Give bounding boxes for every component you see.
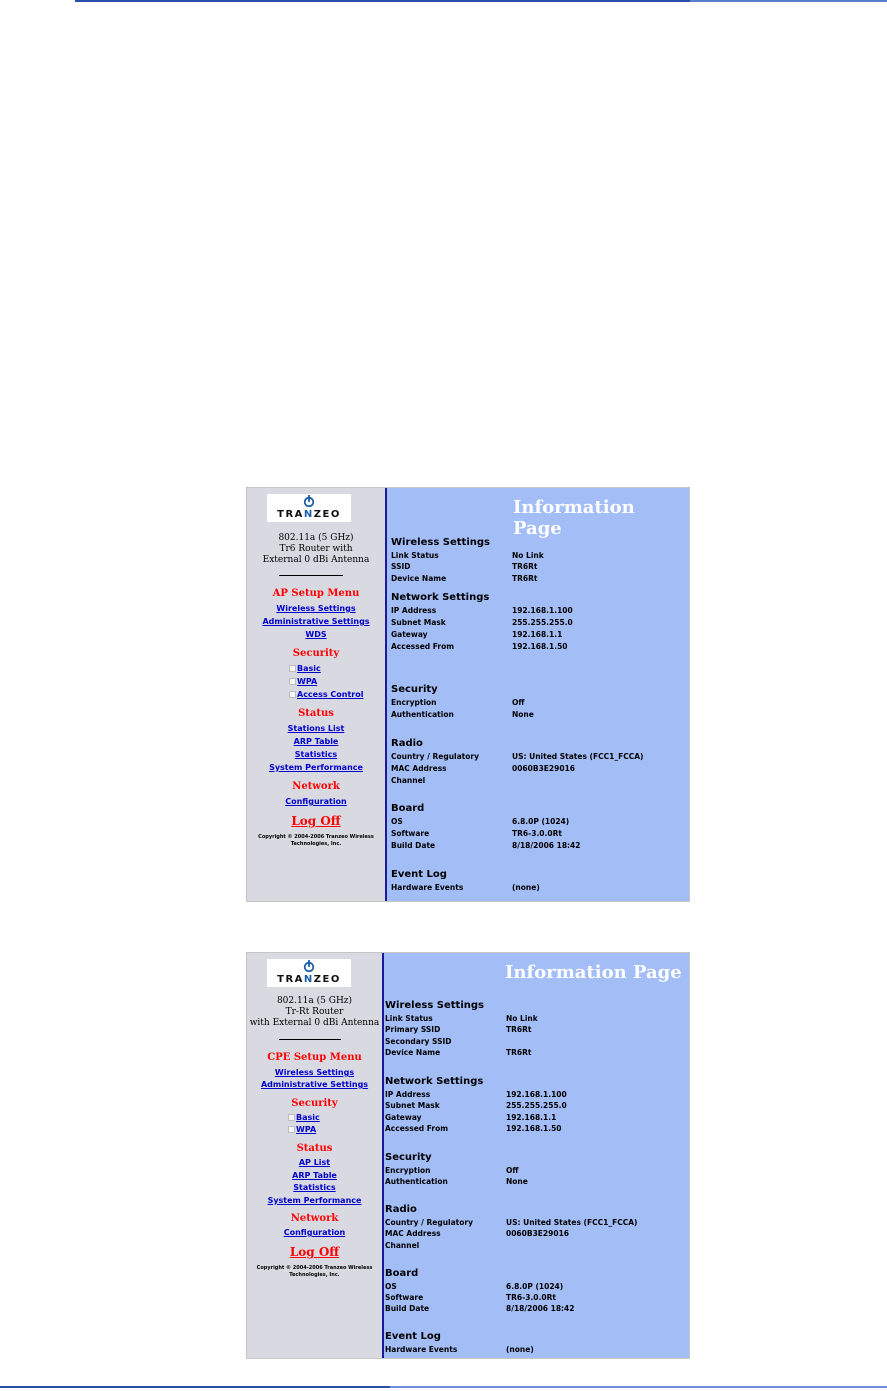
menu-link-basic[interactable]: Basic	[289, 664, 321, 673]
bullet-icon	[289, 691, 296, 698]
logoff-link[interactable]: Log Off	[289, 1245, 340, 1259]
tranzeo-logo	[267, 959, 351, 987]
menu-heading-security: Security	[291, 1098, 338, 1109]
menu-link-administrative-settings[interactable]: Administrative Settings	[260, 1080, 369, 1089]
section-title-security: Security	[391, 684, 438, 695]
menu-heading-setup: AP Setup Menu	[272, 588, 360, 599]
menu-link-statistics[interactable]: Statistics	[293, 1183, 336, 1192]
menu-link-administrative-settings[interactable]: Administrative Settings	[262, 617, 370, 626]
menu-link-wpa[interactable]: WPA	[288, 1125, 316, 1134]
tranzeo-logo	[267, 494, 351, 522]
logo-text: TRANZEO	[277, 974, 341, 985]
section-title-network: Network Settings	[385, 1076, 484, 1087]
menu-link-access-control[interactable]: Access Control	[289, 690, 363, 699]
menu-link-basic[interactable]: Basic	[288, 1113, 320, 1122]
router-info-screenshot-ap	[246, 487, 690, 902]
menu-link-arp-table[interactable]: ARP Table	[292, 1171, 337, 1180]
page-title: Information Page	[513, 497, 635, 539]
menu-heading-setup: CPE Setup Menu	[267, 1052, 362, 1063]
menu-heading-status: Status	[298, 708, 334, 719]
router-info-screenshot-cpe	[246, 952, 690, 1359]
menu-heading-network: Network	[292, 781, 340, 792]
menu-link-system-performance[interactable]: System Performance	[269, 763, 363, 772]
tranzeo-logo-icon	[302, 495, 316, 507]
section-title-wireless: Wireless Settings	[391, 537, 490, 548]
menu-link-system-performance[interactable]: System Performance	[267, 1196, 362, 1205]
menu-link-arp-table[interactable]: ARP Table	[293, 737, 339, 746]
menu-link-configuration[interactable]: Configuration	[285, 797, 347, 806]
top-rule-accent	[690, 0, 887, 2]
menu-heading-status: Status	[296, 1143, 333, 1154]
section-title-board: Board	[391, 803, 425, 814]
menu-link-statistics[interactable]: Statistics	[294, 750, 338, 759]
menu-link-wireless-settings[interactable]: Wireless Settings	[274, 1068, 355, 1077]
device-model: 802.11a (5 GHz) Tr6 Router with External 0 dBi Antenna	[262, 533, 370, 565]
section-title-security: Security	[385, 1152, 432, 1163]
bullet-icon	[289, 678, 296, 685]
bullet-icon	[288, 1126, 295, 1133]
logoff-link[interactable]: Log Off	[291, 814, 341, 828]
section-title-radio: Radio	[391, 738, 423, 749]
section-title-radio: Radio	[385, 1204, 417, 1215]
bullet-icon	[288, 1114, 295, 1121]
top-rule-accent	[0, 0, 75, 2]
menu-heading-network: Network	[290, 1213, 339, 1224]
bullet-icon	[289, 665, 296, 672]
menu-link-wds[interactable]: WDS	[305, 630, 327, 639]
copyright-notice: Copyright © 2004-2006 Tranzeo Wireless Technologies, Inc.	[258, 834, 374, 847]
information-panel: Information Page Wireless Settings Link Status No Link Primary SSID TR6Rt Secondary SSID Device Name TR6Rt Network Settings IP Address 192.168.1.100 Subnet Mask 255.255.255.0 Gateway 192.168.1.1 Accessed From 192.168.1.50 Security Encryption Off Authentication None Radio Country / Regulatory US: United States (FCC1_FCCA) MAC Address 0060B3E29016 Channel Board OS 6.8.0P (1024) Software TR6-3.0.0Rt Build Date 8/18/2006 18:42 Event Log Hardware Events (none)	[384, 953, 689, 1358]
section-title-event-log: Event Log	[391, 869, 447, 880]
section-title-wireless: Wireless Settings	[385, 1000, 484, 1011]
sidebar-menu	[247, 488, 385, 901]
menu-link-ap-list[interactable]: AP List	[298, 1158, 331, 1167]
logo-text: TRANZEO	[277, 509, 341, 520]
menu-heading-security: Security	[292, 648, 340, 659]
bottom-rule-accent	[390, 1386, 887, 1388]
sidebar-divider	[279, 575, 343, 576]
sidebar-menu	[247, 953, 382, 1358]
menu-link-wpa[interactable]: WPA	[289, 677, 317, 686]
page-title: Information Page	[505, 962, 682, 983]
information-panel: Information Page Wireless Settings Link Status No Link SSID TR6Rt Device Name TR6Rt Network Settings IP Address 192.168.1.100 Subnet Mask 255.255.255.0 Gateway 192.168.1.1 Accessed From 192.168.1.50 Security Encryption Off Authentication None Radio Country / Regulatory US: United States (FCC1_FCCA) MAC Address 0060B3E29016 Channel Board OS 6.8.0P (1024) Software TR6-3.0.0Rt Build Date 8/18/2006 18:42 Event Log Hardware Events (none)	[387, 488, 689, 901]
menu-link-wireless-settings[interactable]: Wireless Settings	[276, 604, 356, 613]
menu-link-stations-list[interactable]: Stations List	[287, 724, 345, 733]
device-model: 802.11a (5 GHz) Tr-Rt Router with External 0 dBi Antenna	[249, 996, 380, 1028]
copyright-notice: Copyright © 2004-2006 Tranzeo Wireless Technologies, Inc.	[256, 1265, 373, 1278]
section-title-network: Network Settings	[391, 592, 490, 603]
section-title-board: Board	[385, 1268, 419, 1279]
section-title-event-log: Event Log	[385, 1331, 441, 1342]
tranzeo-logo-icon	[302, 960, 316, 972]
menu-link-configuration[interactable]: Configuration	[283, 1228, 346, 1237]
sidebar-divider	[279, 1039, 341, 1040]
